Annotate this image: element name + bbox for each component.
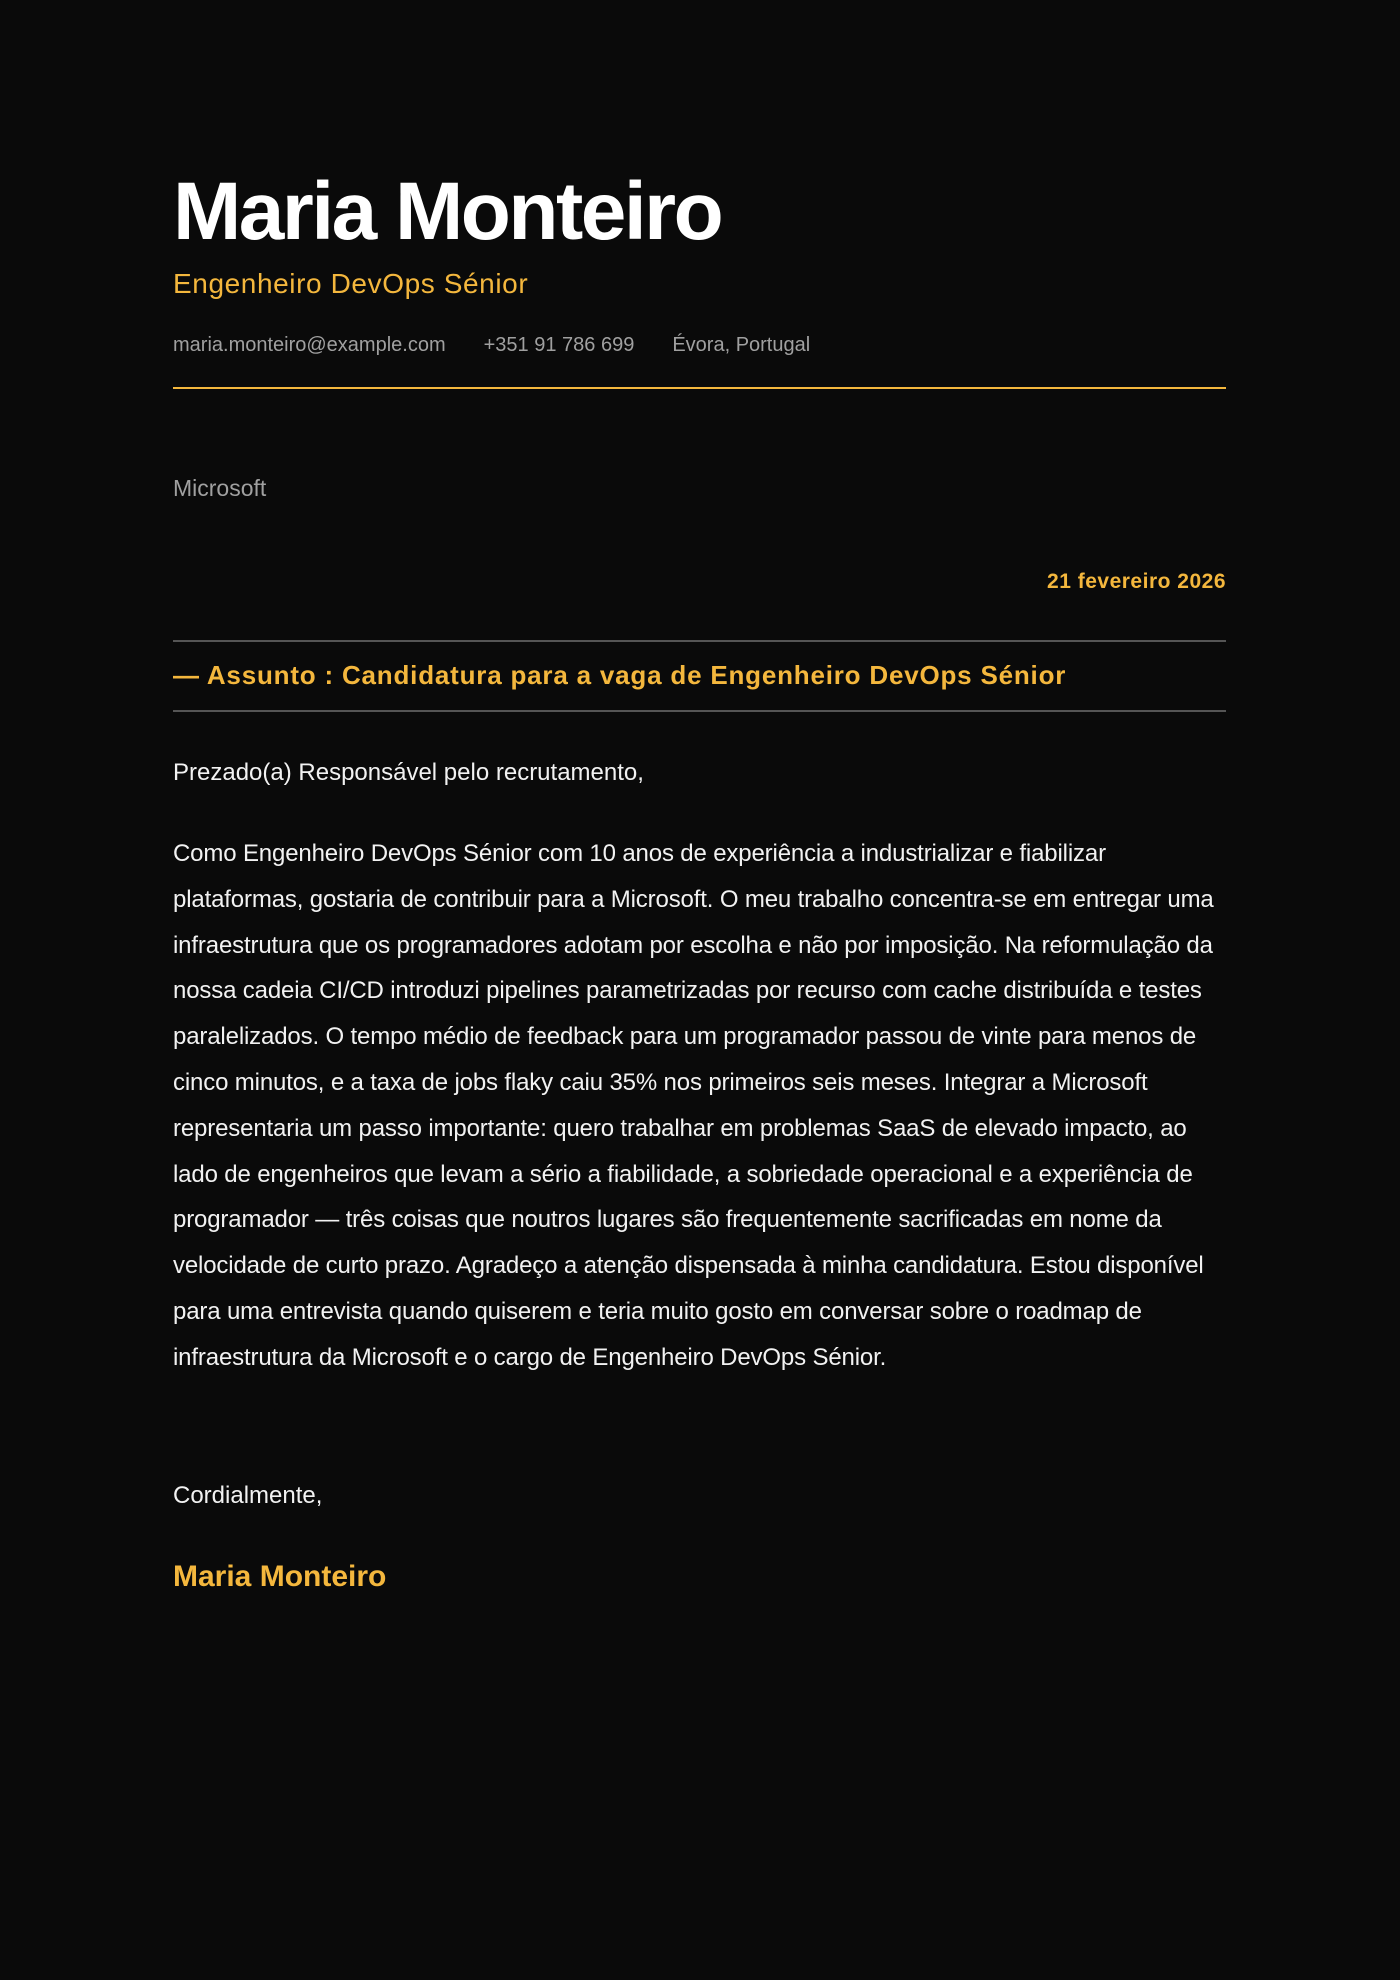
recipient-company: Microsoft — [173, 475, 267, 501]
subject-divider-bottom — [173, 710, 1226, 712]
letter-greeting: Prezado(a) Responsável pelo recrutamento, — [173, 759, 644, 786]
letter-body: Como Engenheiro DevOps Sénior com 10 anos de experiência a industrializar e fiabilizar plataformas, gostaria de contribuir para a Microsoft. O meu trabalho concentra-se em entregar uma infraestrutura que os programadores adotam por escolha e não por imposição. Na reformulação da nossa cadeia CI/CD introduzi pipelines parametrizadas por recurso com cache distribuída e testes paralelizados. O tempo médio de feedback para um programador passou de vinte para menos de cinco minutos, e a taxa de jobs flaky caiu 35% nos primeiros seis meses. Integrar a Microsoft representaria um passo importante: quero trabalhar em problemas SaaS de elevado impacto, ao lado de engenheiros que levam a sério a fiabilidade, a sobriedade operacional e a experiência de programador — três coisas que noutros lugares são frequentemente sacrificadas em nome da velocidade de curto prazo. Agradeço a atenção dispensada à minha candidatura. Estou disponível para uma entrevista quando quiserem e teria muito gosto em conversar sobre o roadmap de infraestrutura da Microsoft e o cargo de Engenheiro DevOps Sénior. — [173, 840, 1214, 1371]
header-divider — [173, 387, 1226, 389]
contact-info — [173, 331, 848, 359]
contact-phone: +351 91 786 699 — [483, 334, 635, 356]
letter-date: 21 fevereiro 2026 — [1047, 570, 1226, 593]
letter-signature: Maria Monteiro — [173, 1560, 387, 1593]
letter-subject: — Assunto : Candidatura para a vaga de Engenheiro DevOps Sénior — [173, 660, 1067, 690]
applicant-role: Engenheiro DevOps Sénior — [173, 268, 529, 299]
subject-divider-top — [173, 640, 1226, 642]
contact-email: maria.monteiro@example.com — [173, 334, 446, 356]
applicant-name: Maria Monteiro — [173, 166, 722, 257]
letter-closing: Cordialmente, — [173, 1482, 323, 1509]
contact-location: Évora, Portugal — [672, 334, 811, 356]
